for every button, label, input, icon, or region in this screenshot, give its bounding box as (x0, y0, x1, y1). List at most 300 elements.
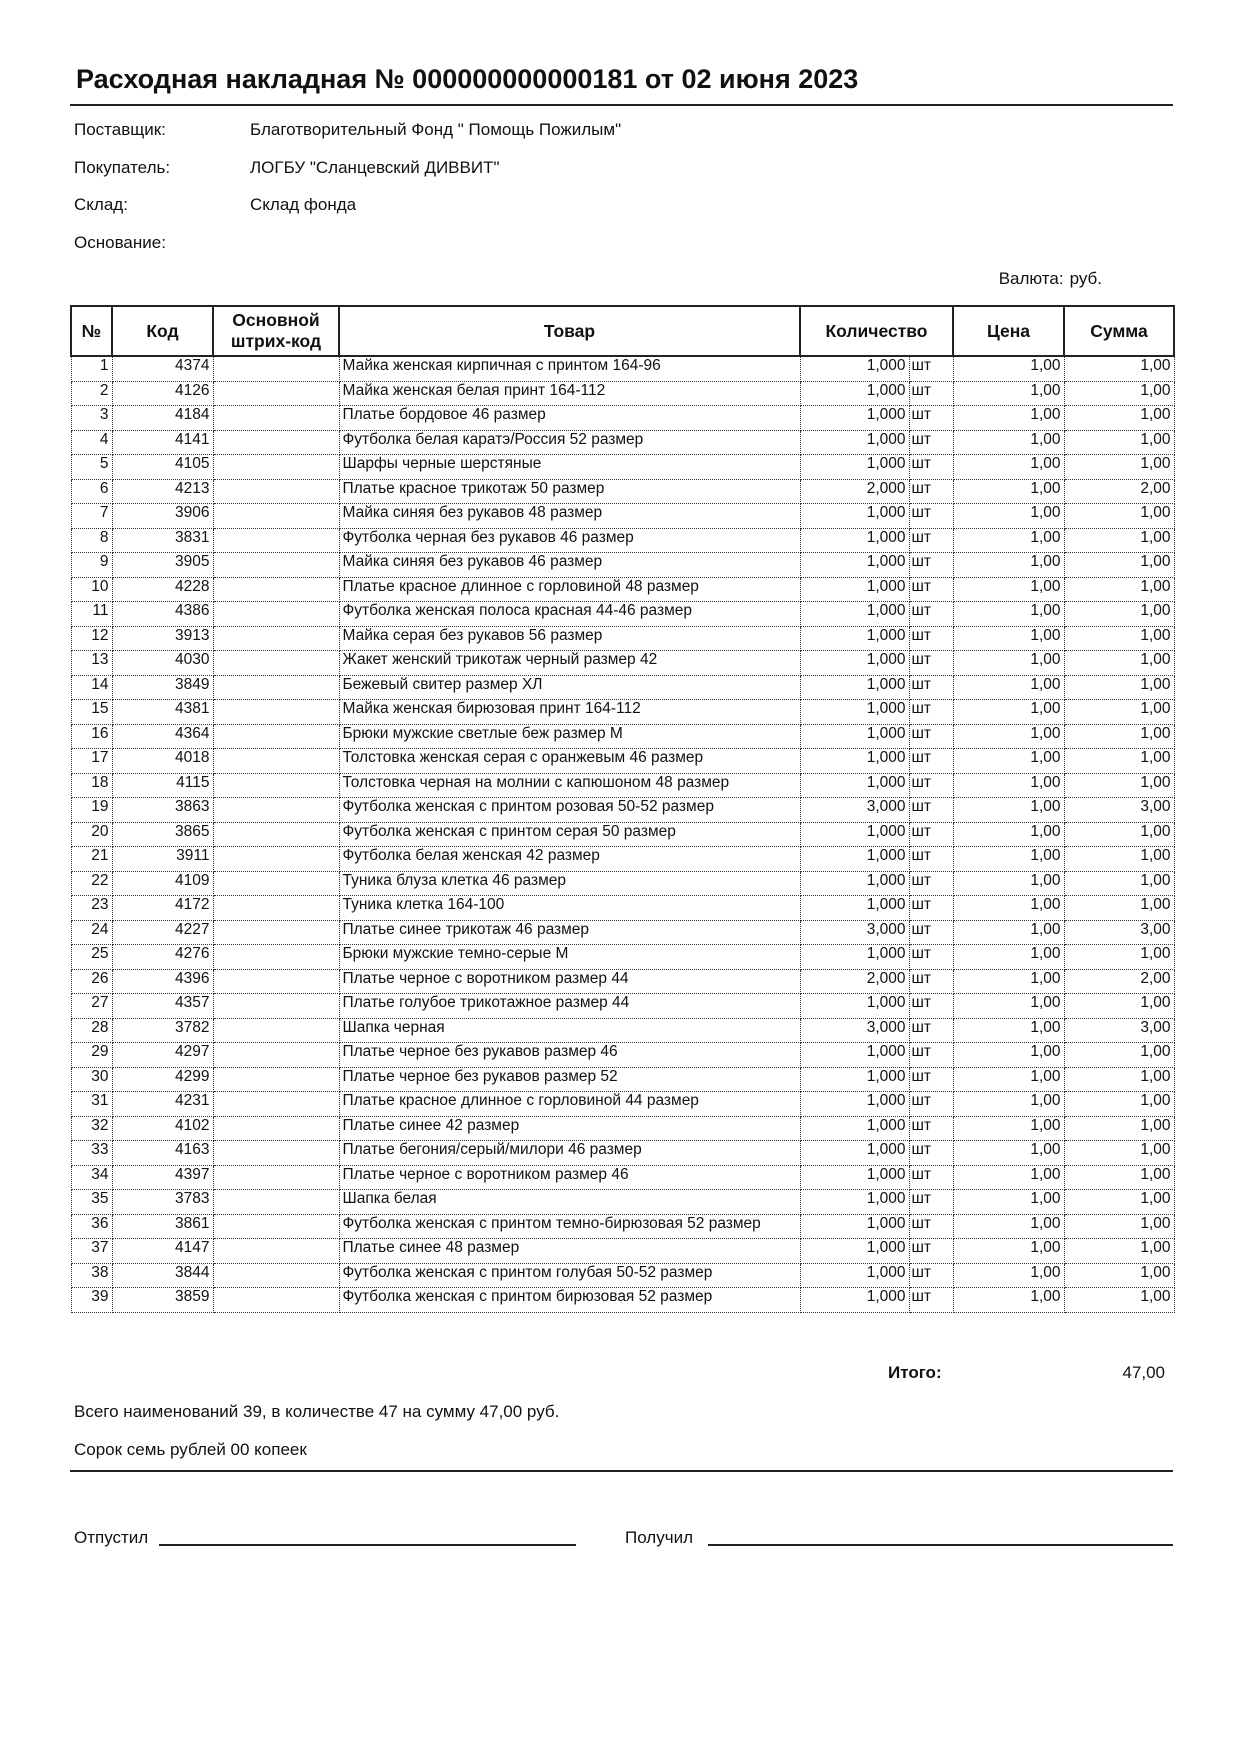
row-sum: 1,00 (1064, 749, 1174, 774)
row-barcode (213, 1067, 339, 1092)
table-row (71, 1018, 1174, 1043)
row-quantity: 1,000 (800, 896, 909, 921)
row-unit: шт (909, 577, 953, 602)
row-price: 1,00 (953, 356, 1064, 381)
row-price: 1,00 (953, 1190, 1064, 1215)
row-number: 29 (71, 1043, 112, 1068)
row-sum: 1,00 (1064, 1263, 1174, 1288)
row-product: Футболка женская с принтом бирюзовая 52 размер (339, 1288, 800, 1313)
row-number: 5 (71, 455, 112, 480)
row-barcode (213, 430, 339, 455)
row-unit: шт (909, 1092, 953, 1117)
row-price: 1,00 (953, 969, 1064, 994)
row-number: 30 (71, 1067, 112, 1092)
row-product: Футболка белая женская 42 размер (339, 847, 800, 872)
row-unit: шт (909, 1165, 953, 1190)
header-product: Товар (339, 306, 800, 356)
row-barcode (213, 945, 339, 970)
table-row (71, 406, 1174, 431)
row-product: Платье красное длинное с горловиной 48 размер (339, 577, 800, 602)
row-unit: шт (909, 871, 953, 896)
row-quantity: 3,000 (800, 1018, 909, 1043)
row-unit: шт (909, 356, 953, 381)
row-price: 1,00 (953, 528, 1064, 553)
row-barcode (213, 455, 339, 480)
row-barcode (213, 773, 339, 798)
row-sum: 1,00 (1064, 773, 1174, 798)
row-product: Футболка черная без рукавов 46 размер (339, 528, 800, 553)
row-price: 1,00 (953, 1092, 1064, 1117)
row-number: 20 (71, 822, 112, 847)
row-quantity: 1,000 (800, 871, 909, 896)
row-number: 37 (71, 1239, 112, 1264)
row-product: Майка синяя без рукавов 48 размер (339, 504, 800, 529)
row-price: 1,00 (953, 1043, 1064, 1068)
row-barcode (213, 577, 339, 602)
row-price: 1,00 (953, 896, 1064, 921)
row-sum: 3,00 (1064, 798, 1174, 823)
row-code: 4109 (112, 871, 213, 896)
row-unit: шт (909, 381, 953, 406)
row-code: 4184 (112, 406, 213, 431)
row-quantity: 1,000 (800, 504, 909, 529)
row-price: 1,00 (953, 1239, 1064, 1264)
row-unit: шт (909, 896, 953, 921)
footer-divider (70, 1470, 1173, 1472)
row-sum: 1,00 (1064, 896, 1174, 921)
row-barcode (213, 822, 339, 847)
row-quantity: 1,000 (800, 577, 909, 602)
row-unit: шт (909, 1239, 953, 1264)
table-row (71, 504, 1174, 529)
row-number: 35 (71, 1190, 112, 1215)
row-product: Шарфы черные шерстяные (339, 455, 800, 480)
row-quantity: 1,000 (800, 749, 909, 774)
row-code: 4396 (112, 969, 213, 994)
row-unit: шт (909, 1263, 953, 1288)
row-quantity: 1,000 (800, 1067, 909, 1092)
row-code: 3849 (112, 675, 213, 700)
row-barcode (213, 1018, 339, 1043)
row-barcode (213, 479, 339, 504)
row-unit: шт (909, 455, 953, 480)
row-barcode (213, 1214, 339, 1239)
row-number: 1 (71, 356, 112, 381)
row-barcode (213, 1141, 339, 1166)
row-code: 4364 (112, 724, 213, 749)
row-number: 4 (71, 430, 112, 455)
table-row (71, 1214, 1174, 1239)
row-number: 3 (71, 406, 112, 431)
table-row (71, 1165, 1174, 1190)
row-quantity: 1,000 (800, 1288, 909, 1313)
row-unit: шт (909, 749, 953, 774)
row-price: 1,00 (953, 700, 1064, 725)
table-row (71, 724, 1174, 749)
currency-label: Валюта: (998, 269, 1064, 288)
row-quantity: 1,000 (800, 1190, 909, 1215)
row-barcode (213, 847, 339, 872)
row-barcode (213, 1116, 339, 1141)
row-product: Платье черное без рукавов размер 46 (339, 1043, 800, 1068)
header-barcode: Основной штрих-код (213, 306, 339, 356)
row-number: 10 (71, 577, 112, 602)
table-row (71, 651, 1174, 676)
row-product: Майка женская белая принт 164-112 (339, 381, 800, 406)
total-in-words: Сорок семь рублей 00 копеек (74, 1440, 307, 1459)
row-unit: шт (909, 822, 953, 847)
row-number: 2 (71, 381, 112, 406)
header-quantity: Количество (800, 306, 953, 356)
row-unit: шт (909, 1043, 953, 1068)
row-number: 16 (71, 724, 112, 749)
row-number: 39 (71, 1288, 112, 1313)
row-price: 1,00 (953, 675, 1064, 700)
row-quantity: 1,000 (800, 406, 909, 431)
row-quantity: 1,000 (800, 847, 909, 872)
row-code: 3865 (112, 822, 213, 847)
table-row (71, 381, 1174, 406)
row-quantity: 1,000 (800, 1239, 909, 1264)
row-code: 3783 (112, 1190, 213, 1215)
row-sum: 1,00 (1064, 1239, 1174, 1264)
row-barcode (213, 724, 339, 749)
row-number: 31 (71, 1092, 112, 1117)
received-by-label: Получил (625, 1528, 693, 1547)
row-code: 3913 (112, 626, 213, 651)
row-sum: 1,00 (1064, 1043, 1174, 1068)
row-code: 4227 (112, 920, 213, 945)
row-barcode (213, 504, 339, 529)
row-code: 4102 (112, 1116, 213, 1141)
supplier-label: Поставщик: (74, 120, 166, 139)
row-barcode (213, 651, 339, 676)
row-quantity: 1,000 (800, 528, 909, 553)
currency-value: руб. (1069, 269, 1102, 288)
row-unit: шт (909, 920, 953, 945)
row-quantity: 1,000 (800, 1141, 909, 1166)
row-unit: шт (909, 1116, 953, 1141)
row-code: 4126 (112, 381, 213, 406)
row-barcode (213, 700, 339, 725)
row-number: 23 (71, 896, 112, 921)
row-price: 1,00 (953, 626, 1064, 651)
row-barcode (213, 896, 339, 921)
row-sum: 1,00 (1064, 651, 1174, 676)
table-row (71, 822, 1174, 847)
row-number: 7 (71, 504, 112, 529)
table-row (71, 1141, 1174, 1166)
table-row (71, 1043, 1174, 1068)
row-product: Майка женская кирпичная с принтом 164-96 (339, 356, 800, 381)
row-number: 18 (71, 773, 112, 798)
row-product: Шапка черная (339, 1018, 800, 1043)
row-product: Футболка белая каратэ/Россия 52 размер (339, 430, 800, 455)
row-number: 19 (71, 798, 112, 823)
row-code: 4231 (112, 1092, 213, 1117)
row-barcode (213, 994, 339, 1019)
table-row (71, 1067, 1174, 1092)
row-price: 1,00 (953, 1018, 1064, 1043)
row-product: Шапка белая (339, 1190, 800, 1215)
row-quantity: 1,000 (800, 430, 909, 455)
header-sum: Сумма (1064, 306, 1174, 356)
row-price: 1,00 (953, 749, 1064, 774)
row-unit: шт (909, 847, 953, 872)
row-number: 8 (71, 528, 112, 553)
row-product: Футболка женская с принтом серая 50 размер (339, 822, 800, 847)
row-quantity: 1,000 (800, 651, 909, 676)
row-price: 1,00 (953, 1141, 1064, 1166)
row-code: 3831 (112, 528, 213, 553)
table-row (71, 798, 1174, 823)
row-code: 4228 (112, 577, 213, 602)
row-barcode (213, 528, 339, 553)
row-price: 1,00 (953, 553, 1064, 578)
table-row (71, 1288, 1174, 1313)
released-by-label: Отпустил (74, 1528, 149, 1547)
row-unit: шт (909, 994, 953, 1019)
row-sum: 1,00 (1064, 675, 1174, 700)
row-price: 1,00 (953, 847, 1064, 872)
row-code: 3906 (112, 504, 213, 529)
row-product: Бежевый свитер размер ХЛ (339, 675, 800, 700)
row-unit: шт (909, 406, 953, 431)
row-quantity: 1,000 (800, 822, 909, 847)
row-quantity: 3,000 (800, 920, 909, 945)
row-price: 1,00 (953, 1288, 1064, 1313)
row-barcode (213, 749, 339, 774)
row-number: 26 (71, 969, 112, 994)
row-product: Футболка женская с принтом темно-бирюзовая 52 размер (339, 1214, 800, 1239)
header-num: № (71, 306, 112, 356)
table-row (71, 1263, 1174, 1288)
row-product: Платье красное длинное с горловиной 44 размер (339, 1092, 800, 1117)
row-price: 1,00 (953, 724, 1064, 749)
basis-label: Основание: (74, 233, 166, 252)
row-number: 25 (71, 945, 112, 970)
row-product: Толстовка женская серая с оранжевым 46 размер (339, 749, 800, 774)
row-sum: 1,00 (1064, 1141, 1174, 1166)
row-code: 4147 (112, 1239, 213, 1264)
table-row (71, 945, 1174, 970)
row-barcode (213, 1165, 339, 1190)
totals-summary: Всего наименований 39, в количестве 47 на сумму 47,00 руб. (74, 1402, 560, 1421)
row-number: 9 (71, 553, 112, 578)
row-unit: шт (909, 773, 953, 798)
row-sum: 3,00 (1064, 920, 1174, 945)
row-sum: 1,00 (1064, 504, 1174, 529)
row-price: 1,00 (953, 381, 1064, 406)
row-number: 22 (71, 871, 112, 896)
row-price: 1,00 (953, 773, 1064, 798)
row-sum: 1,00 (1064, 1288, 1174, 1313)
row-price: 1,00 (953, 1067, 1064, 1092)
row-barcode (213, 1092, 339, 1117)
row-code: 4276 (112, 945, 213, 970)
row-product: Платье черное с воротником размер 46 (339, 1165, 800, 1190)
row-code: 4299 (112, 1067, 213, 1092)
table-row (71, 430, 1174, 455)
row-quantity: 1,000 (800, 675, 909, 700)
table-row (71, 896, 1174, 921)
row-price: 1,00 (953, 602, 1064, 627)
row-sum: 1,00 (1064, 847, 1174, 872)
row-unit: шт (909, 969, 953, 994)
row-barcode (213, 381, 339, 406)
table-row (71, 773, 1174, 798)
buyer-label: Покупатель: (74, 158, 171, 177)
row-sum: 1,00 (1064, 356, 1174, 381)
row-product: Брюки мужские светлые беж размер М (339, 724, 800, 749)
row-quantity: 1,000 (800, 945, 909, 970)
row-sum: 3,00 (1064, 1018, 1174, 1043)
row-price: 1,00 (953, 406, 1064, 431)
row-sum: 1,00 (1064, 406, 1174, 431)
row-sum: 1,00 (1064, 1116, 1174, 1141)
row-sum: 1,00 (1064, 871, 1174, 896)
row-product: Майка синяя без рукавов 46 размер (339, 553, 800, 578)
table-row (71, 479, 1174, 504)
row-product: Футболка женская с принтом розовая 50-52 размер (339, 798, 800, 823)
row-sum: 1,00 (1064, 602, 1174, 627)
warehouse-label: Склад: (74, 195, 128, 214)
currency (999, 269, 1102, 289)
row-product: Платье красное трикотаж 50 размер (339, 479, 800, 504)
row-code: 4018 (112, 749, 213, 774)
row-sum: 1,00 (1064, 945, 1174, 970)
row-code: 4381 (112, 700, 213, 725)
row-barcode (213, 1190, 339, 1215)
row-sum: 1,00 (1064, 528, 1174, 553)
row-price: 1,00 (953, 994, 1064, 1019)
table-row (71, 356, 1174, 381)
row-sum: 2,00 (1064, 479, 1174, 504)
row-sum: 2,00 (1064, 969, 1174, 994)
row-number: 36 (71, 1214, 112, 1239)
table-row (71, 1239, 1174, 1264)
row-sum: 1,00 (1064, 577, 1174, 602)
row-quantity: 1,000 (800, 700, 909, 725)
table-row (71, 994, 1174, 1019)
row-price: 1,00 (953, 822, 1064, 847)
row-price: 1,00 (953, 1165, 1064, 1190)
row-unit: шт (909, 626, 953, 651)
row-unit: шт (909, 700, 953, 725)
row-sum: 1,00 (1064, 994, 1174, 1019)
row-price: 1,00 (953, 945, 1064, 970)
row-unit: шт (909, 528, 953, 553)
row-price: 1,00 (953, 430, 1064, 455)
items-body (71, 356, 1174, 1312)
title-divider (70, 104, 1173, 106)
row-sum: 1,00 (1064, 1092, 1174, 1117)
row-number: 21 (71, 847, 112, 872)
row-product: Платье бордовое 46 размер (339, 406, 800, 431)
row-unit: шт (909, 430, 953, 455)
row-price: 1,00 (953, 504, 1064, 529)
row-code: 4213 (112, 479, 213, 504)
row-code: 3844 (112, 1263, 213, 1288)
row-number: 34 (71, 1165, 112, 1190)
received-by-signature-line (708, 1544, 1173, 1546)
row-barcode (213, 969, 339, 994)
table-row (71, 553, 1174, 578)
table-row (71, 1190, 1174, 1215)
row-unit: шт (909, 651, 953, 676)
row-code: 4357 (112, 994, 213, 1019)
row-barcode (213, 626, 339, 651)
row-unit: шт (909, 479, 953, 504)
table-row (71, 675, 1174, 700)
row-code: 3863 (112, 798, 213, 823)
row-unit: шт (909, 798, 953, 823)
table-row (71, 871, 1174, 896)
table-row (71, 920, 1174, 945)
row-unit: шт (909, 1067, 953, 1092)
row-sum: 1,00 (1064, 1067, 1174, 1092)
row-quantity: 1,000 (800, 1165, 909, 1190)
table-row (71, 626, 1174, 651)
row-barcode (213, 1239, 339, 1264)
total-label: Итого: (888, 1363, 942, 1382)
buyer-value: ЛОГБУ "Сланцевский ДИВВИТ" (250, 158, 500, 177)
row-product: Жакет женский трикотаж черный размер 42 (339, 651, 800, 676)
row-number: 12 (71, 626, 112, 651)
table-row (71, 969, 1174, 994)
row-barcode (213, 406, 339, 431)
row-product: Платье черное с воротником размер 44 (339, 969, 800, 994)
row-price: 1,00 (953, 479, 1064, 504)
row-product: Туника блуза клетка 46 размер (339, 871, 800, 896)
table-row (71, 528, 1174, 553)
row-number: 6 (71, 479, 112, 504)
row-sum: 1,00 (1064, 455, 1174, 480)
row-product: Платье синее трикотаж 46 размер (339, 920, 800, 945)
row-price: 1,00 (953, 1263, 1064, 1288)
row-sum: 1,00 (1064, 700, 1174, 725)
row-code: 3859 (112, 1288, 213, 1313)
row-code: 4374 (112, 356, 213, 381)
row-sum: 1,00 (1064, 1165, 1174, 1190)
table-row (71, 749, 1174, 774)
row-code: 4297 (112, 1043, 213, 1068)
row-unit: шт (909, 724, 953, 749)
row-sum: 1,00 (1064, 381, 1174, 406)
row-number: 13 (71, 651, 112, 676)
row-number: 17 (71, 749, 112, 774)
row-code: 4397 (112, 1165, 213, 1190)
row-code: 4030 (112, 651, 213, 676)
table-row (71, 847, 1174, 872)
row-quantity: 1,000 (800, 724, 909, 749)
row-unit: шт (909, 553, 953, 578)
row-number: 33 (71, 1141, 112, 1166)
row-quantity: 1,000 (800, 553, 909, 578)
row-number: 11 (71, 602, 112, 627)
row-unit: шт (909, 1288, 953, 1313)
row-barcode (213, 602, 339, 627)
row-product: Платье черное без рукавов размер 52 (339, 1067, 800, 1092)
header-price: Цена (953, 306, 1064, 356)
row-price: 1,00 (953, 1116, 1064, 1141)
row-product: Майка женская бирюзовая принт 164-112 (339, 700, 800, 725)
warehouse-value: Склад фонда (250, 195, 357, 214)
row-quantity: 1,000 (800, 1043, 909, 1068)
row-product: Толстовка черная на молнии с капюшоном 48 размер (339, 773, 800, 798)
row-code: 3911 (112, 847, 213, 872)
row-code: 4115 (112, 773, 213, 798)
